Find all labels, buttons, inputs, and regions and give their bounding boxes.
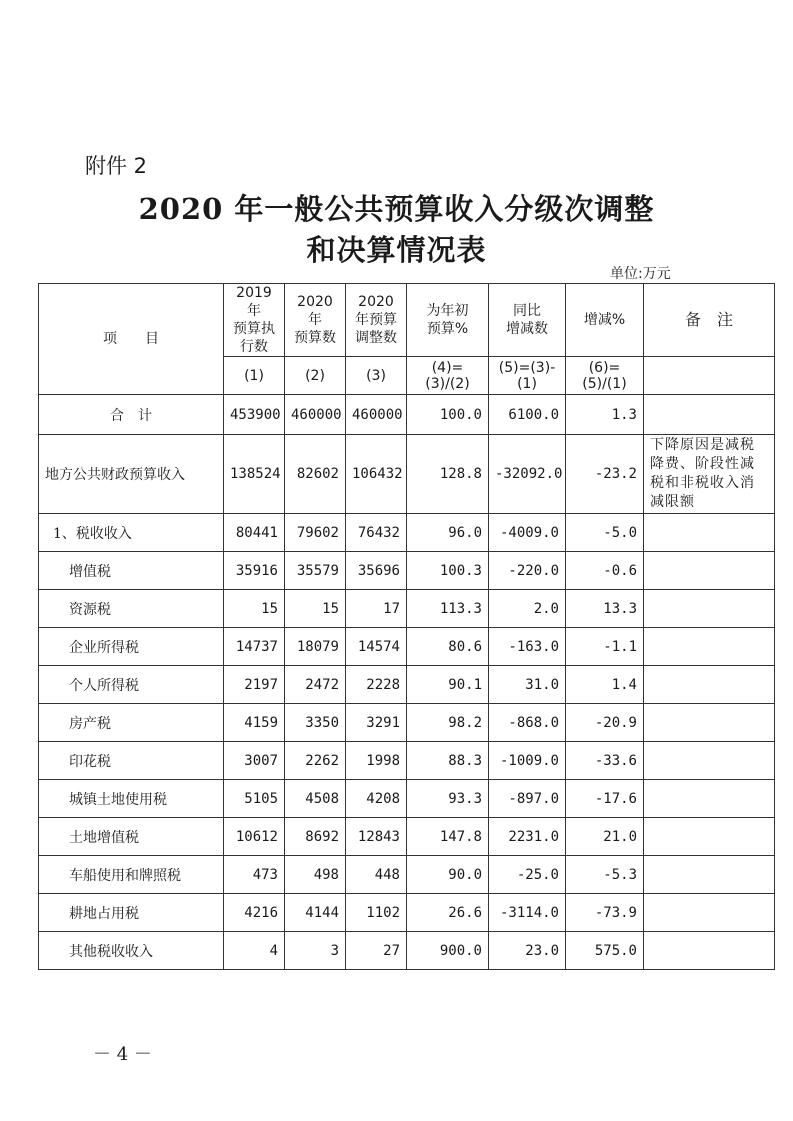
cell-v6: 1.4 — [566, 666, 644, 704]
cell-v1: 4216 — [224, 894, 285, 932]
row-note — [644, 894, 775, 932]
cell-v1: 4 — [224, 932, 285, 970]
unit-label: 单位:万元 — [610, 266, 671, 282]
cell-v4: 80.6 — [407, 628, 489, 666]
cell-v6: -1.1 — [566, 628, 644, 666]
budget-table — [38, 283, 775, 970]
cell-v4: 128.8 — [407, 435, 489, 514]
header-c6: 增减% — [566, 284, 644, 357]
cell-v2: 2262 — [285, 742, 346, 780]
cell-v4: 98.2 — [407, 704, 489, 742]
cell-v1: 35916 — [224, 552, 285, 590]
row-name: 房产税 — [39, 704, 224, 742]
formula-4: (4)=(3)/(2) — [407, 357, 489, 395]
cell-v3: 4208 — [346, 780, 407, 818]
row-name: 耕地占用税 — [39, 894, 224, 932]
cell-v2: 35579 — [285, 552, 346, 590]
cell-v4: 90.1 — [407, 666, 489, 704]
cell-v1: 138524 — [224, 435, 285, 514]
cell-v5: 31.0 — [489, 666, 566, 704]
page-title-line1: 2020 年一般公共预算收入分级次调整 — [138, 192, 655, 226]
row-name: 城镇土地使用税 — [39, 780, 224, 818]
table-row — [39, 818, 775, 856]
cell-v4: 96.0 — [407, 514, 489, 552]
cell-v2: 4508 — [285, 780, 346, 818]
row-note — [644, 742, 775, 780]
cell-v4: 100.0 — [407, 395, 489, 435]
cell-v5: -897.0 — [489, 780, 566, 818]
cell-v2: 18079 — [285, 628, 346, 666]
cell-v1: 2197 — [224, 666, 285, 704]
cell-v1: 14737 — [224, 628, 285, 666]
cell-v6: -17.6 — [566, 780, 644, 818]
row-note — [644, 856, 775, 894]
cell-v5: 6100.0 — [489, 395, 566, 435]
table-row — [39, 780, 775, 818]
row-name: 车船使用和牌照税 — [39, 856, 224, 894]
row-name: 印花税 — [39, 742, 224, 780]
header-note: 备 注 — [644, 284, 775, 357]
row-note — [644, 666, 775, 704]
cell-v2: 79602 — [285, 514, 346, 552]
cell-v5: -163.0 — [489, 628, 566, 666]
cell-v3: 106432 — [346, 435, 407, 514]
cell-v4: 900.0 — [407, 932, 489, 970]
cell-v2: 3 — [285, 932, 346, 970]
cell-v2: 2472 — [285, 666, 346, 704]
row-name: 个人所得税 — [39, 666, 224, 704]
row-name: 1、税收收入 — [39, 514, 224, 552]
row-note — [644, 780, 775, 818]
row-name: 土地增值税 — [39, 818, 224, 856]
cell-v3: 1998 — [346, 742, 407, 780]
attachment-label: 附件 2 — [85, 154, 148, 178]
cell-v2: 460000 — [285, 395, 346, 435]
cell-v1: 3007 — [224, 742, 285, 780]
table-row — [39, 742, 775, 780]
cell-v3: 27 — [346, 932, 407, 970]
cell-v5: -3114.0 — [489, 894, 566, 932]
cell-v4: 113.3 — [407, 590, 489, 628]
row-note — [644, 932, 775, 970]
table-row — [39, 932, 775, 970]
page-number: － 4 － — [93, 1044, 152, 1065]
cell-v4: 93.3 — [407, 780, 489, 818]
formula-2: (2) — [285, 357, 346, 395]
table-row — [39, 628, 775, 666]
table-row — [39, 856, 775, 894]
cell-v4: 88.3 — [407, 742, 489, 780]
table-row — [39, 704, 775, 742]
cell-v1: 10612 — [224, 818, 285, 856]
cell-v6: 13.3 — [566, 590, 644, 628]
header-item: 项 目 — [39, 284, 224, 395]
cell-v1: 453900 — [224, 395, 285, 435]
cell-v6: -5.0 — [566, 514, 644, 552]
cell-v3: 76432 — [346, 514, 407, 552]
cell-v5: -220.0 — [489, 552, 566, 590]
row-name: 增值税 — [39, 552, 224, 590]
cell-v3: 3291 — [346, 704, 407, 742]
cell-v1: 4159 — [224, 704, 285, 742]
row-name: 资源税 — [39, 590, 224, 628]
row-note — [644, 395, 775, 435]
cell-v2: 498 — [285, 856, 346, 894]
row-note — [644, 514, 775, 552]
header-row — [39, 284, 775, 357]
table-row — [39, 514, 775, 552]
cell-v6: -20.9 — [566, 704, 644, 742]
row-note — [644, 704, 775, 742]
formula-1: (1) — [224, 357, 285, 395]
cell-v6: -33.6 — [566, 742, 644, 780]
row-note: 下降原因是减税降费、阶段性减税和非税收入消减限额 — [644, 435, 775, 514]
row-note — [644, 628, 775, 666]
row-note — [644, 552, 775, 590]
cell-v3: 1102 — [346, 894, 407, 932]
cell-v6: -23.2 — [566, 435, 644, 514]
cell-v3: 2228 — [346, 666, 407, 704]
cell-v3: 35696 — [346, 552, 407, 590]
formula-5: (5)=(3)-(1) — [489, 357, 566, 395]
formula-note — [644, 357, 775, 395]
header-c4: 为年初 预算% — [407, 284, 489, 357]
cell-v5: -25.0 — [489, 856, 566, 894]
table-row — [39, 666, 775, 704]
row-name: 其他税收收入 — [39, 932, 224, 970]
cell-v1: 473 — [224, 856, 285, 894]
cell-v5: -868.0 — [489, 704, 566, 742]
table-row — [39, 435, 775, 514]
cell-v6: -73.9 — [566, 894, 644, 932]
row-note — [644, 590, 775, 628]
cell-v6: 575.0 — [566, 932, 644, 970]
row-name: 企业所得税 — [39, 628, 224, 666]
cell-v5: -32092.0 — [489, 435, 566, 514]
table-row — [39, 894, 775, 932]
header-c2: 2020 年 预算数 — [285, 284, 346, 357]
cell-v5: 2231.0 — [489, 818, 566, 856]
page-title-line2: 和决算情况表 — [306, 233, 487, 267]
cell-v6: 21.0 — [566, 818, 644, 856]
table-row — [39, 590, 775, 628]
cell-v4: 100.3 — [407, 552, 489, 590]
cell-v6: -0.6 — [566, 552, 644, 590]
table-row — [39, 552, 775, 590]
cell-v3: 17 — [346, 590, 407, 628]
cell-v2: 15 — [285, 590, 346, 628]
cell-v5: -1009.0 — [489, 742, 566, 780]
cell-v6: 1.3 — [566, 395, 644, 435]
cell-v4: 26.6 — [407, 894, 489, 932]
cell-v5: 23.0 — [489, 932, 566, 970]
cell-v3: 448 — [346, 856, 407, 894]
table-row — [39, 395, 775, 435]
cell-v1: 5105 — [224, 780, 285, 818]
header-c3: 2020 年预算 调整数 — [346, 284, 407, 357]
cell-v2: 8692 — [285, 818, 346, 856]
cell-v2: 3350 — [285, 704, 346, 742]
cell-v4: 90.0 — [407, 856, 489, 894]
cell-v3: 12843 — [346, 818, 407, 856]
cell-v1: 80441 — [224, 514, 285, 552]
header-c5: 同比 增减数 — [489, 284, 566, 357]
cell-v1: 15 — [224, 590, 285, 628]
formula-3: (3) — [346, 357, 407, 395]
cell-v3: 460000 — [346, 395, 407, 435]
cell-v4: 147.8 — [407, 818, 489, 856]
header-c1: 2019 年 预算执 行数 — [224, 284, 285, 357]
cell-v2: 4144 — [285, 894, 346, 932]
cell-v3: 14574 — [346, 628, 407, 666]
row-name: 合 计 — [39, 395, 224, 435]
cell-v6: -5.3 — [566, 856, 644, 894]
formula-6: (6)=(5)/(1) — [566, 357, 644, 395]
cell-v5: 2.0 — [489, 590, 566, 628]
cell-v5: -4009.0 — [489, 514, 566, 552]
row-name: 地方公共财政预算收入 — [39, 435, 224, 514]
row-note — [644, 818, 775, 856]
cell-v2: 82602 — [285, 435, 346, 514]
